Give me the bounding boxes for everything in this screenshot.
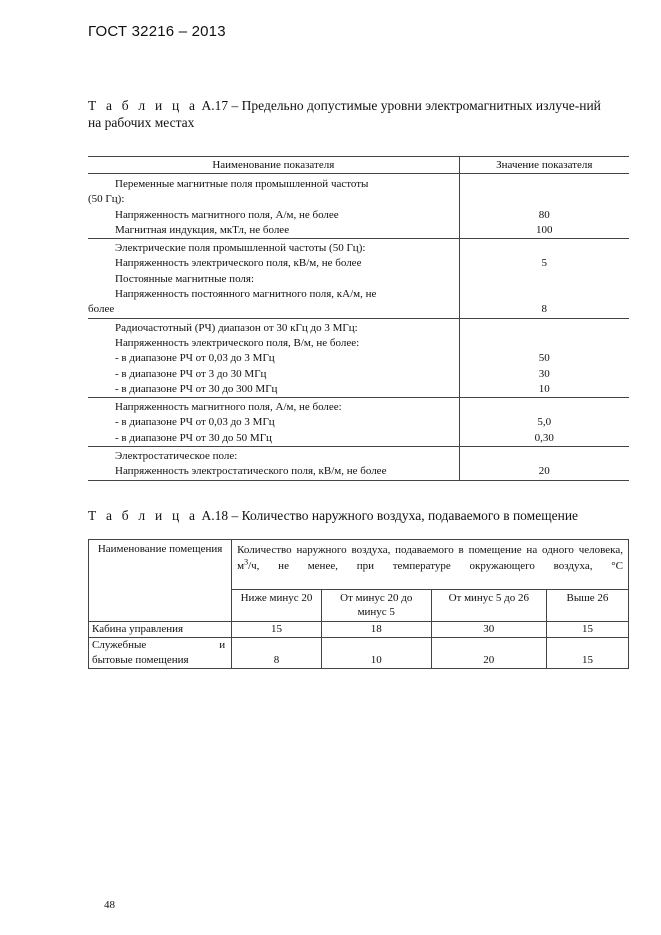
table-row bbox=[89, 638, 629, 669]
column-header-parameter: Наименование показателя bbox=[88, 157, 459, 174]
param-cell bbox=[88, 239, 459, 318]
table-row bbox=[88, 174, 629, 239]
param-line: - в диапазоне РЧ от 3 до 30 МГц bbox=[115, 367, 267, 380]
value-line: 0,30 bbox=[534, 431, 554, 444]
value-cell: 8 bbox=[232, 638, 322, 669]
table-a17 bbox=[88, 156, 629, 481]
param-line: - в диапазоне РЧ от 30 до 300 МГц bbox=[115, 382, 278, 395]
value-line: 10 bbox=[538, 382, 550, 395]
table-row bbox=[88, 318, 629, 397]
column-header-room-name: Наименование помещения bbox=[89, 540, 232, 622]
param-cell bbox=[88, 318, 459, 397]
column-header-temp: Ниже минус 20 bbox=[232, 590, 322, 622]
value-cell: 10 bbox=[321, 638, 431, 669]
value-cell: 20 bbox=[431, 638, 546, 669]
value-line: 8 bbox=[541, 303, 548, 316]
param-line: - в диапазоне РЧ от 30 до 50 МГц bbox=[115, 431, 272, 444]
param-cell bbox=[88, 174, 459, 239]
param-line: Напряженность электрического поля, В/м, не более: bbox=[115, 336, 360, 349]
param-line: Постоянные магнитные поля: bbox=[115, 272, 255, 285]
param-line: (50 Гц): bbox=[88, 193, 125, 206]
column-header-temp: От минус 20 до минус 5 bbox=[321, 590, 431, 622]
table-a18-title: А.18 – Количество наружного воздуха, подаваемого в помещение bbox=[198, 508, 579, 523]
word: Напряженность постоянного магнитного поля, кА/м, не bbox=[115, 288, 377, 301]
param-line: Радиочастотный (РЧ) диапазон от 30 кГц до 3 МГц: bbox=[115, 321, 358, 334]
column-header-air-quantity bbox=[232, 540, 629, 590]
table-word: Т а б л и ц а bbox=[88, 508, 199, 523]
column-header-value: Значение показателя bbox=[459, 157, 629, 174]
param-line: Напряженность магнитного поля, А/м, не более bbox=[115, 208, 339, 221]
param-line: Переменные магнитные поля промышленной частоты bbox=[115, 178, 369, 190]
param-line-justified bbox=[88, 287, 459, 302]
document-header: ГОСТ 32216 – 2013 bbox=[88, 23, 226, 40]
table-word: Т а б л и ц а bbox=[88, 98, 199, 113]
page-number: 48 bbox=[104, 899, 115, 911]
value-line: 80 bbox=[538, 208, 550, 221]
word: Служебные bbox=[92, 639, 147, 651]
word: и bbox=[219, 639, 226, 651]
param-line: Электрические поля промышленной частоты (50 Гц): bbox=[115, 242, 366, 255]
table-row bbox=[88, 447, 629, 481]
param-line: Напряженность электрического поля, кВ/м, не более bbox=[115, 257, 362, 270]
value-cell: 15 bbox=[546, 638, 628, 669]
table-header-row bbox=[89, 540, 629, 590]
value-line: 20 bbox=[538, 465, 550, 478]
value-cell bbox=[459, 398, 629, 447]
param-cell bbox=[88, 447, 459, 481]
param-line: Магнитная индукция, мкТл, не более bbox=[115, 223, 290, 236]
param-line: Напряженность магнитного поля, А/м, не более: bbox=[115, 401, 342, 414]
param-cell bbox=[88, 398, 459, 447]
value-cell bbox=[459, 174, 629, 239]
param-line: - в диапазоне РЧ от 0,03 до 3 МГц bbox=[115, 352, 275, 365]
value-cell: 15 bbox=[546, 622, 628, 638]
table-a17-caption bbox=[88, 97, 616, 131]
table-a17-title: А.17 – Предельно допустимые уровни электромагнитных излуче-ний на рабочих местах bbox=[88, 98, 601, 130]
header-text: /ч, не менее, при температуре окружающего воздуха, °С bbox=[248, 560, 623, 572]
room-name-cell bbox=[89, 638, 232, 669]
param-line: Напряженность электростатического поля, кВ/м, не более bbox=[115, 465, 387, 478]
table-header-row bbox=[88, 157, 629, 174]
value-cell: 18 bbox=[321, 622, 431, 638]
column-header-temp: От минус 5 до 26 bbox=[431, 590, 546, 622]
header-text: Количество наружного воздуха, подаваемого в помещение на одного человека, м bbox=[237, 544, 623, 572]
table-a18 bbox=[88, 539, 629, 669]
word: бытовые помещения bbox=[92, 654, 189, 666]
value-cell bbox=[459, 318, 629, 397]
value-line: 30 bbox=[538, 367, 550, 380]
superscript: 3 bbox=[244, 557, 249, 567]
table-row bbox=[88, 398, 629, 447]
table-a18-caption bbox=[88, 507, 628, 524]
value-line: 50 bbox=[538, 352, 550, 365]
value-cell: 30 bbox=[431, 622, 546, 638]
param-line: более bbox=[88, 303, 115, 316]
value-cell: 15 bbox=[232, 622, 322, 638]
column-header-temp: Выше 26 bbox=[546, 590, 628, 622]
value-line: 5 bbox=[541, 257, 548, 270]
value-line: 5,0 bbox=[537, 416, 552, 429]
value-line: 100 bbox=[536, 223, 553, 236]
table-row bbox=[89, 622, 629, 638]
room-name-cell: Кабина управления bbox=[89, 622, 232, 638]
param-line: - в диапазоне РЧ от 0,03 до 3 МГц bbox=[115, 416, 275, 429]
param-line: Электростатическое поле: bbox=[115, 450, 238, 463]
value-cell bbox=[459, 447, 629, 481]
value-cell bbox=[459, 239, 629, 318]
table-row bbox=[88, 239, 629, 318]
